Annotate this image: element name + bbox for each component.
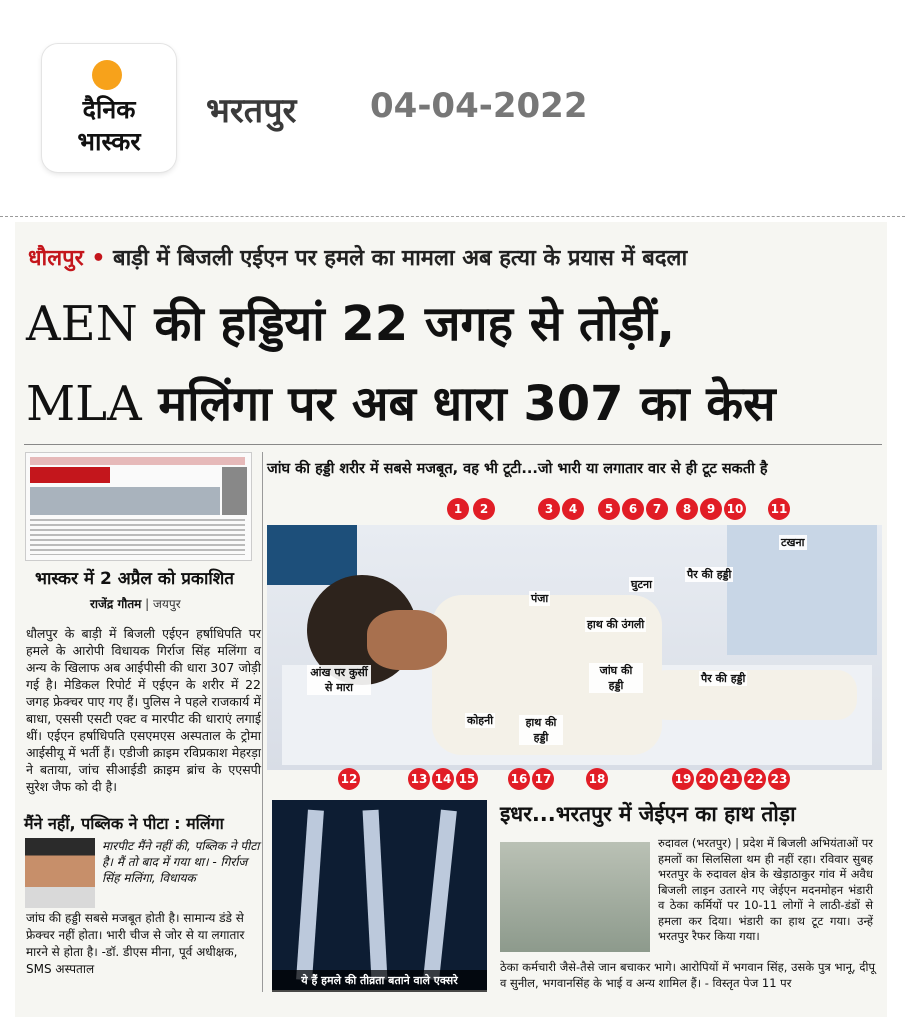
marker-16: 16 bbox=[508, 768, 530, 790]
marker-1: 1 bbox=[447, 498, 469, 520]
cut-line bbox=[0, 216, 905, 217]
marker-2: 2 bbox=[473, 498, 495, 520]
marker-7: 7 bbox=[646, 498, 668, 520]
marker-15: 15 bbox=[456, 768, 478, 790]
edition-date: 04-04-2022 bbox=[370, 86, 588, 126]
marker-19: 19 bbox=[672, 768, 694, 790]
label-kohni: कोहनी bbox=[467, 714, 494, 727]
patient-face bbox=[367, 610, 447, 670]
marker-18: 18 bbox=[586, 768, 608, 790]
sun-icon bbox=[92, 60, 122, 90]
headline-line-1 bbox=[26, 290, 675, 355]
headline-text-1: की हड्डियां 22 जगह से तोड़ीं, bbox=[154, 296, 675, 352]
marker-12: 12 bbox=[338, 768, 360, 790]
marker-10: 10 bbox=[724, 498, 746, 520]
xray-images bbox=[272, 800, 487, 990]
headline-latin-2: MLA bbox=[26, 376, 142, 432]
bharatpur-body-cont: ठेका कर्मचारी जैसे-तैसे जान बचाकर भागे। आरोपियों में भगवान सिंह, उसके पुत्र भानू, दीपू व सुनील, भगवानसिंह के भाई व अन्य शामिल हैं। - विस्तृत पेज 11 पर bbox=[500, 960, 875, 990]
earlier-clipping-image bbox=[25, 452, 252, 561]
subhead-malinga: मैंने नहीं, पब्लिक ने पीटा : मलिंगा bbox=[24, 814, 224, 833]
byline-name: राजेंद्र गौतम bbox=[90, 597, 142, 611]
marker-17: 17 bbox=[532, 768, 554, 790]
patient-photo bbox=[267, 525, 882, 770]
byline: राजेंद्र गौतम | जयपुर bbox=[90, 597, 181, 611]
logo-line-2: भास्कर bbox=[77, 127, 141, 156]
app-header bbox=[0, 0, 905, 215]
bharatpur-body: रुदावल (भरतपुर) | प्रदेश में बिजली अभियंताओं पर हमलों का सिलसिला थम ही नहीं रहा। रविवार सुबह भरतपुर के रुदावल क्षेत्र के खेड़ाठाकुर गांव में अवैध बिजली लाइन उतारने गए जेईएन मदनमोहन भंडारी व ठेका कर्मियों पर 10-11 लोगों ने लाठी-डंडों से हमला कर दिया। भंडारी का हाथ टूट गया। उन्हें भरतपुर रैफर किया गया। bbox=[658, 836, 873, 943]
label-ghutna: घुटना bbox=[631, 578, 652, 591]
divider bbox=[24, 444, 882, 445]
byline-place: जयपुर bbox=[153, 597, 181, 611]
label-haath-haddi: हाथ की हड्डी bbox=[519, 715, 563, 745]
article-kicker bbox=[28, 242, 687, 272]
kicker-location: धौलपुर bbox=[28, 246, 84, 271]
label-jangh: जांघ की हड्डी bbox=[589, 663, 643, 693]
headline-latin-1: AEN bbox=[26, 296, 138, 352]
marker-22: 22 bbox=[744, 768, 766, 790]
headline-text-2: मलिंगा पर अब धारा 307 का केस bbox=[158, 376, 776, 432]
doctor-quote: जांघ की हड्डी सबसे मजबूत होती है। सामान्य डंडे से फ्रेक्चर नहीं होता। भारी चीज से जोर से या लगातार मारने से होता है। -डॉ. डीएस मीना, पूर्व अधीक्षक, SMS अस्पताल bbox=[26, 911, 245, 976]
marker-8: 8 bbox=[676, 498, 698, 520]
article-body: धौलपुर के बाड़ी में बिजली एईएन हर्षाधिपति पर हमले के आरोपी विधायक गिर्राज सिंह मलिंगा व अन्य के खिलाफ अब आईपीसी की धारा 307 जोड़ी गई है। मेडिकल रिपोर्ट में एईएन के शरीर में 22 जगह फ्रेक्चर पाए गए हैं। पुलिस ने पहले राजकार्य में बाधा, एससी एसटी एक्ट व मारपीट की धाराएं लगाई थीं। एईएन हर्षाधिपति एसएमएस अस्पताल के ट्रोमा आईसीयू में भर्ती हैं। एडीजी क्राइम रविप्रकाश मेहरड़ा ने बताया, जांच सीआईडी क्राइम ब्रांच के एएसपी सुरेश जैफ को दी है। bbox=[26, 626, 261, 794]
marker-6: 6 bbox=[622, 498, 644, 520]
label-aankh: आंख पर कुर्सी से मारा bbox=[307, 665, 371, 695]
column-divider bbox=[262, 452, 263, 992]
edition-city: भरतपुर bbox=[206, 91, 297, 131]
dainik-bhaskar-logo bbox=[42, 44, 176, 172]
marker-21: 21 bbox=[720, 768, 742, 790]
xray-caption: ये हैं हमले की तीव्रता बताने वाले एक्सरे bbox=[272, 970, 487, 992]
marker-9: 9 bbox=[700, 498, 722, 520]
subhead-bharatpur: इधर...भरतपुर में जेईएन का हाथ तोड़ा bbox=[500, 802, 796, 826]
kicker-text: बाड़ी में बिजली एईएन पर हमले का मामला अब हत्या के प्रयास में बदला bbox=[113, 246, 688, 271]
marker-13: 13 bbox=[408, 768, 430, 790]
headline-line-2 bbox=[26, 370, 776, 435]
marker-3: 3 bbox=[538, 498, 560, 520]
bullet-icon: • bbox=[91, 246, 106, 271]
label-panja: पंजा bbox=[531, 592, 549, 605]
patient-leg bbox=[647, 670, 857, 720]
clipping-caption: भास्कर में 2 अप्रैल को प्रकाशित bbox=[35, 569, 234, 589]
mla-photo bbox=[25, 838, 95, 908]
photo-strip-caption: जांघ की हड्डी शरीर में सबसे मजबूत, वह भी टूटी...जो भारी या लगातार वार से ही टूट सकती है bbox=[267, 461, 768, 477]
label-takhna: टखना bbox=[781, 536, 805, 549]
marker-4: 4 bbox=[562, 498, 584, 520]
label-pair-haddi-top: पैर की हड्डी bbox=[687, 568, 732, 581]
marker-23: 23 bbox=[768, 768, 790, 790]
marker-14: 14 bbox=[432, 768, 454, 790]
jen-hospital-photo bbox=[500, 842, 650, 952]
label-haath-ungli: हाथ की उंगली bbox=[587, 618, 645, 631]
marker-20: 20 bbox=[696, 768, 718, 790]
marker-5: 5 bbox=[598, 498, 620, 520]
marker-11: 11 bbox=[768, 498, 790, 520]
hospital-equipment bbox=[267, 525, 357, 585]
logo-line-1: दैनिक bbox=[82, 95, 136, 124]
label-pair-haddi-bottom: पैर की हड्डी bbox=[701, 672, 746, 685]
mla-quote: मारपीट मैंने नहीं की, पब्लिक ने पीटा है। मैं तो बाद में गया था। - गिर्राज सिंह मलिंगा, विधायक bbox=[102, 839, 260, 885]
